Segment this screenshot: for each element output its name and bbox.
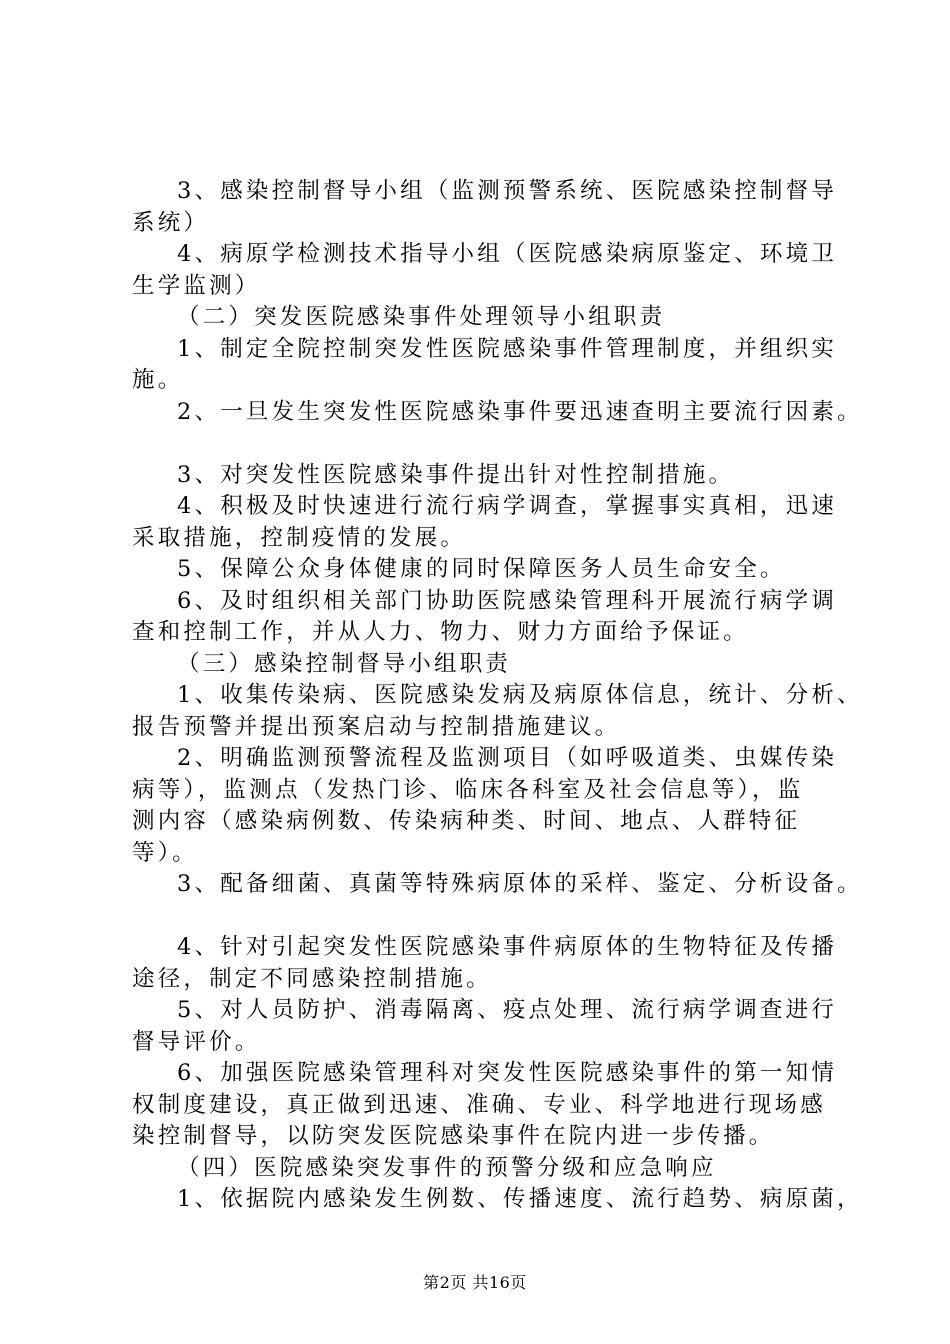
- text-line: 6、及时组织相关部门协助医院感染管理科开展流行病学调: [177, 587, 838, 614]
- text-line: 途径，制定不同感染控制措施。: [132, 965, 492, 992]
- document-body: [132, 176, 863, 1216]
- text-line: （四）医院感染突发事件的预警分级和应急响应: [177, 1154, 717, 1181]
- text-line: 生学监测）: [132, 272, 261, 299]
- text-line: 5、对人员防护、消毒隔离、疫点处理、流行病学调查进行: [177, 997, 838, 1023]
- text-line: 4、积极及时快速进行流行病学调查，掌握事实真相，迅速: [177, 493, 838, 519]
- text-line: 3、对突发性医院感染事件提出针对性控制措施。: [177, 461, 735, 488]
- text-line: 染控制督导，以防突发医院感染事件在院内进一步传播。: [132, 1123, 775, 1149]
- text-line: 2、明确监测预警流程及监测项目（如呼吸道类、虫媒传染: [177, 745, 838, 771]
- text-line: （三）感染控制督导小组职责: [177, 650, 512, 677]
- text-line: （二）突发医院感染事件处理领导小组职责: [177, 304, 666, 330]
- text-line: 3、感染控制督导小组（监测预警系统、医院感染控制督导: [177, 178, 838, 204]
- text-line: 报告预警并提出预案启动与控制措施建议。: [132, 713, 621, 740]
- text-line: 3、配备细菌、真菌等特殊病原体的采样、鉴定、分析设备。: [177, 871, 863, 897]
- text-line: 5、保障公众身体健康的同时保障医务人员生命安全。: [177, 556, 786, 582]
- text-line: 1、收集传染病、医院感染发病及病原体信息，统计、分析、: [177, 682, 863, 708]
- text-line: 等）。: [132, 839, 198, 866]
- text-line: 施。: [132, 367, 184, 393]
- text-line: 病等），监测点（发热门诊、临床各科室及社会信息等），监: [132, 776, 804, 803]
- text-line: 1、依据院内感染发生例数、传播速度、流行趋势、病原菌，: [177, 1186, 863, 1212]
- text-line: 4、针对引起突发性医院感染事件病原体的生物特征及传播: [177, 934, 838, 960]
- text-line: 系统）: [132, 209, 210, 236]
- text-line: 督导评价。: [132, 1028, 261, 1055]
- blank-line: [132, 901, 832, 933]
- text-line: 6、加强医院感染管理科对突发性医院感染事件的第一知情: [177, 1060, 838, 1086]
- blank-line: [132, 428, 832, 460]
- text-line: 2、一旦发生突发性医院感染事件要迅速查明主要流行因素。: [177, 398, 863, 425]
- text-line: 测内容（感染病例数、传染病种类、时间、地点、人群特征: [132, 808, 801, 834]
- text-line: 4、病原学检测技术指导小组（医院感染病原鉴定、环境卫: [177, 241, 838, 267]
- text-line: 1、制定全院控制突发性医院感染事件管理制度，并组织实: [177, 335, 838, 362]
- page-footer: 第2页 共16页: [423, 1273, 527, 1292]
- text-line: 查和控制工作，并从人力、物力、财力方面给予保证。: [132, 619, 749, 645]
- text-line: 采取措施，控制疫情的发展。: [132, 524, 467, 551]
- text-line: 权制度建设，真正做到迅速、准确、专业、科学地进行现场感: [132, 1091, 826, 1118]
